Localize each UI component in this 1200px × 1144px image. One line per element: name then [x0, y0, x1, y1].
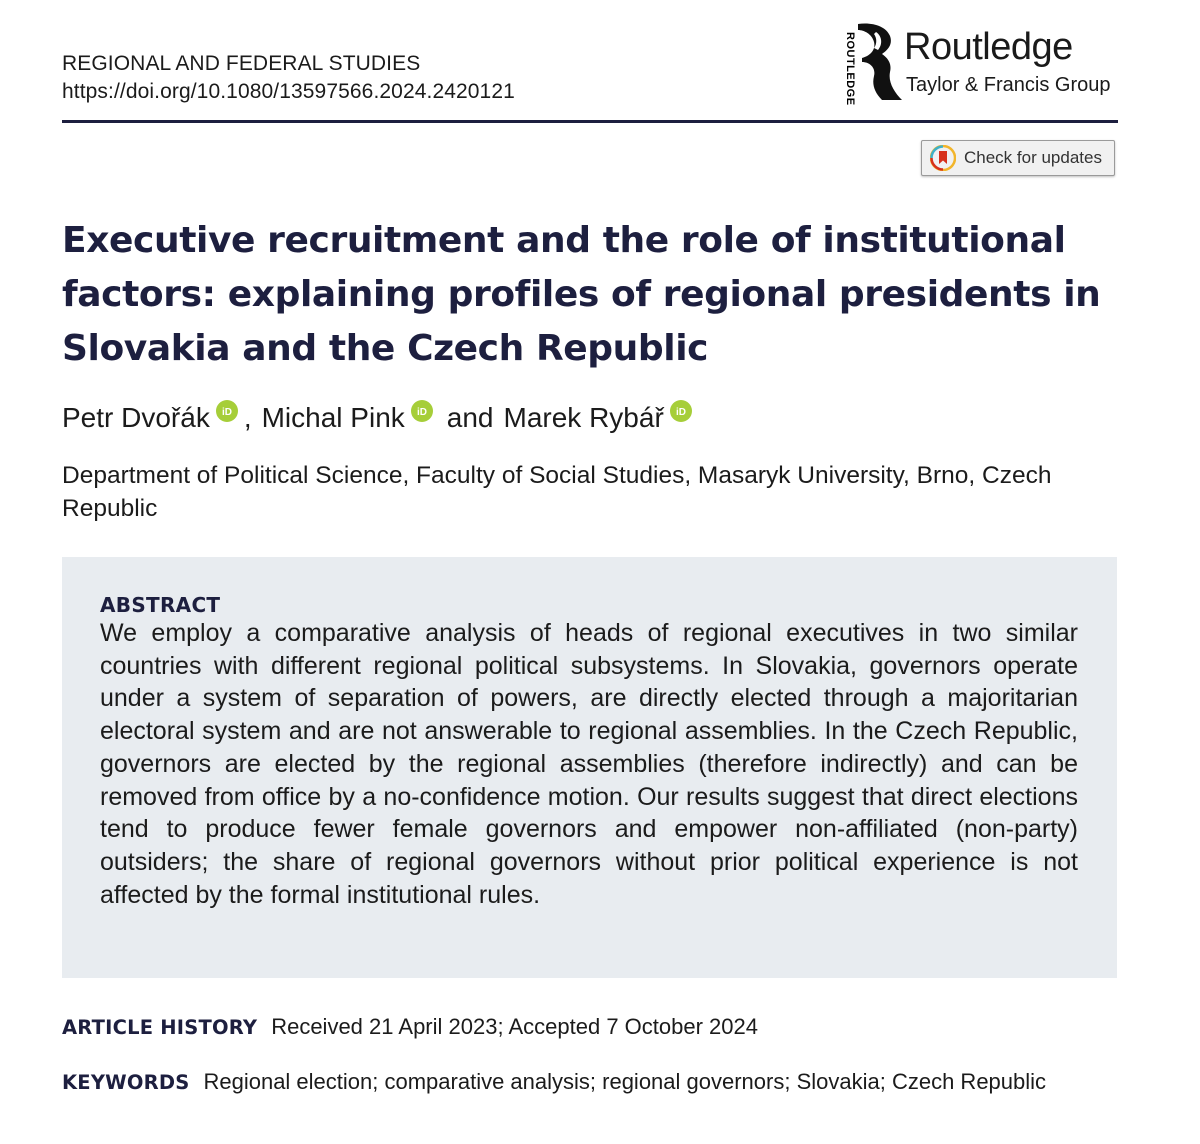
- publisher-group: Taylor & Francis Group: [906, 74, 1111, 96]
- journal-doi-link[interactable]: https://doi.org/10.1080/13597566.2024.2420121: [62, 80, 515, 103]
- author-separator: and: [446, 402, 494, 433]
- publisher-name: Routledge: [904, 26, 1073, 68]
- article-title: Executive recruitment and the role of institutional factors: explaining profiles of regional presidents in Slovakia and the Czech Republic: [62, 220, 1101, 369]
- check-for-updates-label: Check for updates: [964, 148, 1102, 167]
- svg-text:iD: iD: [416, 407, 427, 418]
- keywords-list: Regional election; comparative analysis; regional governors; Slovakia; Czech Republic: [203, 1069, 1047, 1094]
- journal-header: [62, 50, 515, 106]
- routledge-head-icon: [852, 22, 904, 102]
- orcid-icon[interactable]: [411, 393, 433, 433]
- author-name: Petr Dvořák: [62, 402, 210, 433]
- journal-name: REGIONAL AND FEDERAL STUDIES: [62, 52, 421, 75]
- keywords-label: KEYWORDS: [62, 1071, 190, 1094]
- author-name: Michal Pink: [261, 402, 405, 433]
- header-divider: [62, 120, 1118, 123]
- author-name: Marek Rybář: [503, 402, 664, 433]
- article-history-label: ARTICLE HISTORY: [62, 1016, 258, 1039]
- abstract-heading: ABSTRACT: [100, 593, 221, 617]
- routledge-logo[interactable]: [836, 22, 1126, 106]
- orcid-icon[interactable]: [670, 393, 692, 433]
- crossmark-icon: [930, 145, 956, 171]
- author-separator: ,: [243, 402, 252, 433]
- check-for-updates-button[interactable]: [921, 140, 1115, 176]
- logo-spine-text: ROUTLEDGE: [844, 32, 856, 106]
- orcid-icon[interactable]: [216, 393, 238, 433]
- author-list: [62, 393, 698, 443]
- keywords: [62, 1067, 1046, 1098]
- abstract-text: We employ a comparative analysis of heads of regional executives in two similar countries with different regional political subsystems. In Slovakia, governors operate under a system of separation of powers, are directly elected through a majoritarian electoral system and are not answerable to regional assemblies. In the Czech Republic, governors are elected by the regional assemblies (therefore indirectly) and can be removed from office by a no-confidence motion. Our results suggest that direct elections tend to produce fewer female governors and empower non-affiliated (non-party) outsiders; the share of regional governors without prior political experience is not affected by the formal institutional rules.: [100, 619, 1078, 909]
- article-history: [62, 1012, 758, 1043]
- article-history-dates: Received 21 April 2023; Accepted 7 October 2024: [271, 1014, 758, 1039]
- svg-text:iD: iD: [675, 407, 686, 418]
- author-affiliation: Department of Political Science, Faculty of Social Studies, Masaryk University, Brno, Czech Republic: [62, 462, 1052, 522]
- svg-text:iD: iD: [221, 407, 232, 418]
